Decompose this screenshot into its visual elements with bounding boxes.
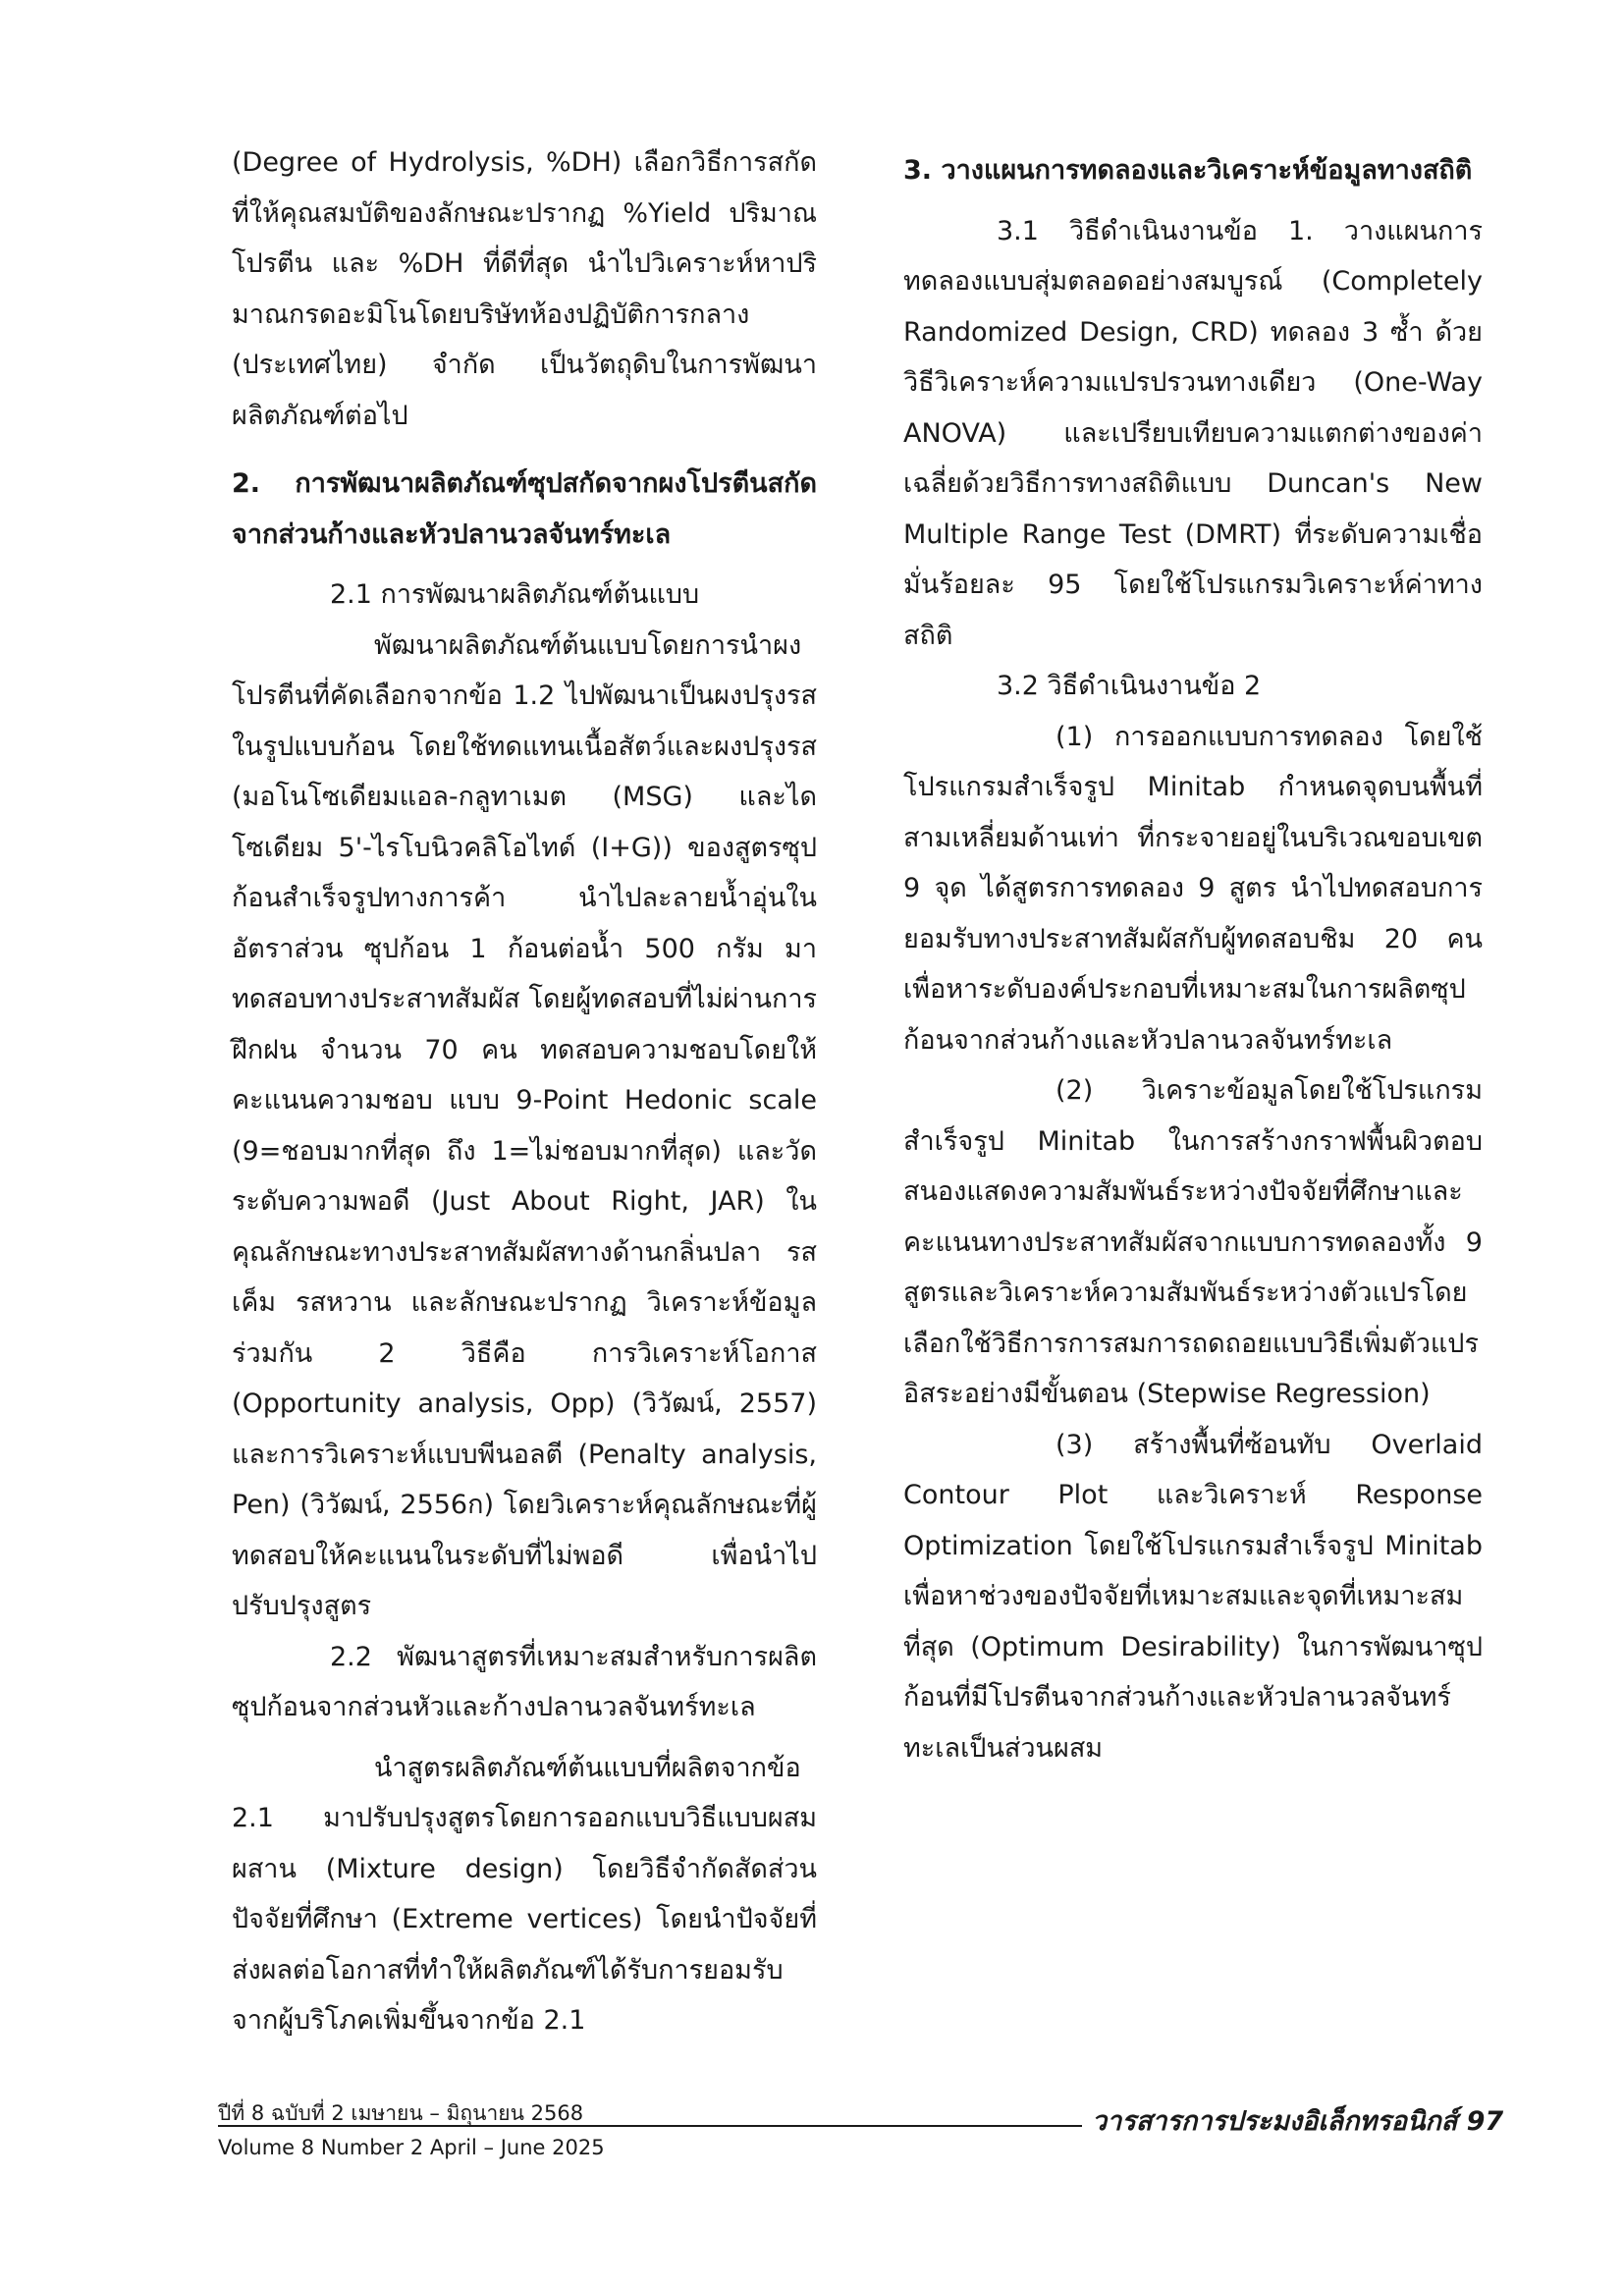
footer-journal-page: วารสารการประมงอิเล็กทรอนิกส์ 97 [1092, 2106, 1504, 2137]
section-heading-2: 2. การพัฒนาผลิตภัณฑ์ซุปสกัดจากผงโปรตีนสกัดจากส่วนก้างและหัวปลานวลจันทร์ทะเล [232, 468, 817, 550]
paragraph-2-1: พัฒนาผลิตภัณฑ์ต้นแบบโดยการนำผงโปรตีนที่คัดเลือกจากข้อ 1.2 ไปพัฒนาเป็นผงปรุงรสในรูปแบบก้อน โดยใช้ทดแทนเนื้อสัตว์และผงปรุงรส (มอโนโซเดียมแอล-กลูทาเมต (MSG) และไดโซเดียม 5'-ไรโบนิวคลิโอไทด์ (I+G)) ของสูตรซุปก้อนสำเร็จรูปทางการค้า นำไปละลายน้ำอุ่นในอัตราส่วน ซุปก้อน 1 ก้อนต่อน้ำ 500 กรัม มาทดสอบทางประสาทสัมผัส โดยผู้ทดสอบที่ไม่ผ่านการฝึกฝน จำนวน 70 คน ทดสอบความชอบโดยให้คะแนนความชอบ แบบ 9-Point Hedonic scale (9=ชอบมากที่สุด ถึง 1=ไม่ชอบมากที่สุด) และวัดระดับความพอดี (Just About Right, JAR) ในคุณลักษณะทางประสาทสัมผัสทางด้านกลิ่นปลา รสเค็ม รสหวาน และลักษณะปรากฏ วิเคราะห์ข้อมูลร่วมกัน 2 วิธีคือ การวิเคราะห์โอกาส (Opportunity analysis, Opp) (วิวัฒน์, 2557) และการวิเคราะห์แบบพีนอลตี (Penalty analysis, Pen) (วิวัฒน์, 2556ก) โดยวิเคราะห์คุณลักษณะที่ผู้ทดสอบให้คะแนนในระดับที่ไม่พอดี เพื่อนำไปปรับปรุงสูตร [232, 629, 817, 1621]
footer-issue-thai: ปีที่ 8 ฉบับที่ 2 เมษายน – มิถุนายน 2568 [218, 2101, 587, 2125]
right-column [903, 145, 1483, 1773]
subsection-heading-2-1: 2.1 การพัฒนาผลิตภัณฑ์ต้นแบบ [330, 579, 700, 610]
footer-issue-english: Volume 8 Number 2 April – June 2025 [218, 2136, 605, 2159]
left-column [232, 137, 817, 2046]
subsection-heading-2-2: 2.2 พัฒนาสูตรที่เหมาะสมสำหรับการผลิตซุปก้อนจากส่วนหัวและก้างปลานวลจันทร์ทะเล [232, 1641, 817, 1722]
footer-rule [218, 2125, 1082, 2127]
paragraph-3-2-3: (3) สร้างพื้นที่ซ้อนทับ Overlaid Contour Plot และวิเคราะห์ Response Optimization โดยใช้โปรแกรมสำเร็จรูป Minitab เพื่อหาช่วงของปัจจัยที่เหมาะสมและจุดที่เหมาะสมที่สุด (Optimum Desirability) ในการพัฒนาซุปก้อนที่มีโปรตีนจากส่วนก้างและหัวปลานวลจันทร์ทะเลเป็นส่วนผสม [903, 1429, 1483, 1764]
paragraph-3-2-2: (2) วิเคราะข้อมูลโดยใช้โปรแกรมสำเร็จรูป Minitab ในการสร้างกราฟพื้นผิวตอบสนองแสดงความสัมพันธ์ระหว่างปัจจัยที่ศึกษาและคะแนนทางประสาทสัมผัสจากแบบการทดลองทั้ง 9 สูตรและวิเคราะห์ความสัมพันธ์ระหว่างตัวแปรโดยเลือกใช้วิธีการการสมการถดถอยแบบวิธีเพิ่มตัวแปรอิสระอย่างมีขั้นตอน (Stepwise Regression) [903, 1075, 1483, 1409]
paragraph-3-1: 3.1 วิธีดำเนินงานข้อ 1. วางแผนการทดลองแบบสุ่มตลอดอย่างสมบูรณ์ (Completely Randomized Design, CRD) ทดลอง 3 ซ้ำ ด้วยวิธีวิเคราะห์ความแปรปรวนทางเดียว (One-Way ANOVA) และเปรียบเทียบความแตกต่างของค่าเฉลี่ยด้วยวิธีการทางสถิติแบบ Duncan's New Multiple Range Test (DMRT) ที่ระดับความเชื่อมั่นร้อยละ 95 โดยใช้โปรแกรมวิเคราะห์ค่าทางสถิติ [903, 215, 1483, 651]
section-heading-3: 3. วางแผนการทดลองและวิเคราะห์ข้อมูลทางสถิติ [903, 155, 1473, 186]
paragraph-2-2: นำสูตรผลิตภัณฑ์ต้นแบบที่ผลิตจากข้อ 2.1 มาปรับปรุงสูตรโดยการออกแบบวิธีแบบผสมผสาน (Mixture design) โดยวิธีจำกัดสัดส่วนปัจจัยที่ศึกษา (Extreme vertices) โดยนำปัจจัยที่ส่งผลต่อโอกาสที่ทำให้ผลิตภัณฑ์ได้รับการยอมรับจากผู้บริโภคเพิ่มขึ้นจากข้อ 2.1 [232, 1752, 817, 2036]
subsection-heading-3-2: 3.2 วิธีดำเนินงานข้อ 2 [997, 671, 1262, 701]
paragraph-3-2-1: (1) การออกแบบการทดลอง โดยใช้โปรแกรมสำเร็จรูป Minitab กำหนดจุดบนพื้นที่สามเหลี่ยมด้านเท่า ที่กระจายอยู่ในบริเวณขอบเขต 9 จุด ได้สูตรการทดลอง 9 สูตร นำไปทดสอบการยอมรับทางประสาทสัมผัสกับผู้ทดสอบชิม 20 คน เพื่อหาระดับองค์ประกอบที่เหมาะสมในการผลิตซุปก้อนจากส่วนก้างและหัวปลานวลจันทร์ทะเล [903, 721, 1483, 1056]
paragraph-intro-continued: (Degree of Hydrolysis, %DH) เลือกวิธีการสกัดที่ให้คุณสมบัติของลักษณะปรากฏ %Yield ปริมาณโปรตีน และ %DH ที่ดีที่สุด นำไปวิเคราะห์หาปริมาณกรดอะมิโนโดยบริษัทห้องปฏิบัติการกลาง (ประเทศไทย) จำกัด เป็นวัตถุดิบในการพัฒนาผลิตภัณฑ์ต่อไป [232, 147, 817, 431]
